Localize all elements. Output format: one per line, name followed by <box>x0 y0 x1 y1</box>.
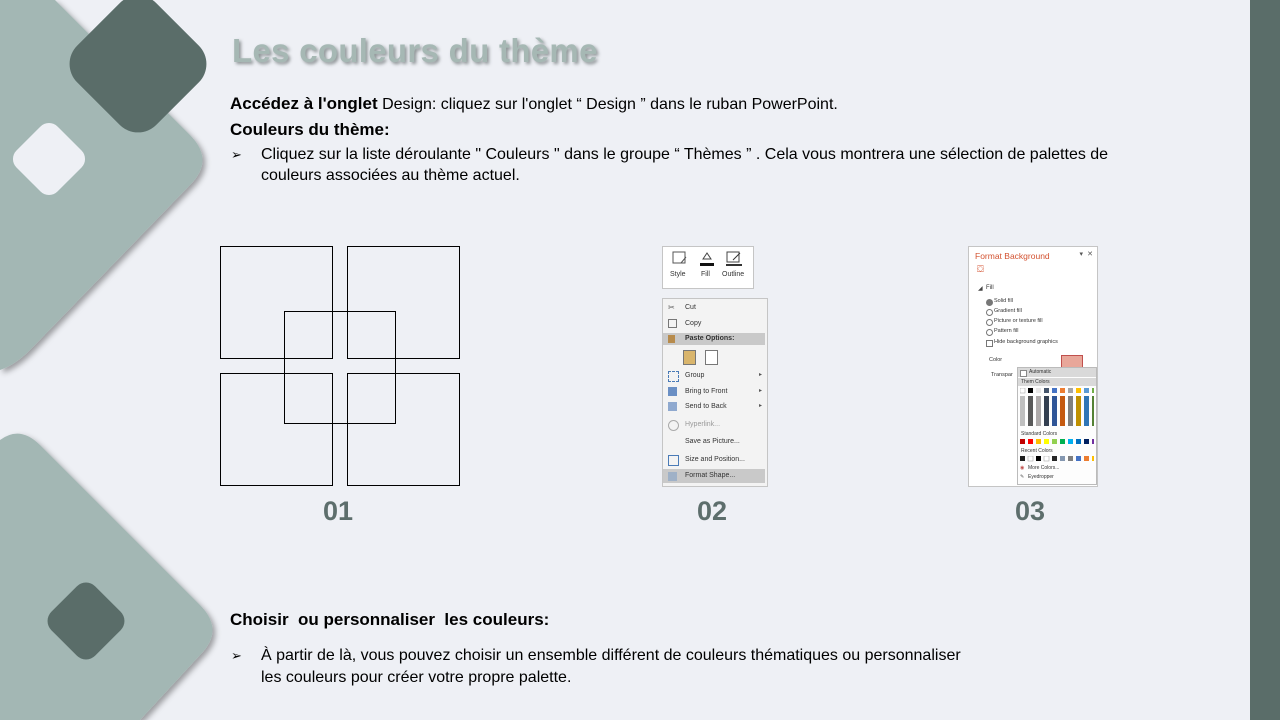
square-center <box>284 311 396 424</box>
picture-fill-label: Picture or texture fill <box>994 318 1043 324</box>
menu-cut[interactable]: Cut <box>685 304 696 311</box>
choose-bullet-line2: les couleurs pour créer votre propre palette. <box>261 669 572 686</box>
ribbon-outline-label: Outline <box>722 271 745 278</box>
theme-shade-columns <box>1020 396 1094 426</box>
decorative-shapes <box>0 0 240 720</box>
choose-bullet-line1: À partir de là, vous pouvez choisir un ensemble différent de couleurs thématiques ou personnaliser <box>261 647 961 664</box>
transparency-label: Transpar <box>991 372 1013 378</box>
shape-style-icon[interactable] <box>672 251 688 267</box>
paste-keep-icon[interactable] <box>683 350 696 365</box>
group-arrow-icon: ▸ <box>758 372 762 378</box>
colors-heading <box>230 120 390 141</box>
solid-fill-label: Solid fill <box>994 298 1013 304</box>
standard-colors-label: Standard Colors <box>1021 431 1058 437</box>
fill-section-arrow-icon: ◢ <box>978 286 983 292</box>
pane-dropdown-icon[interactable]: ▾ <box>1079 251 1083 258</box>
design-text: Design: cliquez sur l'onglet “ Design ” dans le ruban PowerPoint. <box>382 96 838 113</box>
recent-colors-label: Recent Colors <box>1021 448 1053 454</box>
ribbon-style-label: Style <box>670 271 686 278</box>
fill-section-label[interactable]: Fill <box>986 285 994 291</box>
format-shape-row[interactable] <box>663 469 765 483</box>
colors-heading-text: Couleurs du thème: <box>230 120 390 139</box>
colors-bullet <box>231 144 1191 188</box>
colors-bullet-line2: couleurs associées au thème actuel. <box>261 167 520 184</box>
menu-paste-options: Paste Options: <box>685 335 735 342</box>
menu-save-as-picture[interactable]: Save as Picture... <box>685 438 740 445</box>
paste-icon <box>668 335 675 343</box>
right-accent-bar <box>1250 0 1280 720</box>
shape-outline-icon[interactable] <box>725 250 743 267</box>
context-menu <box>662 298 768 487</box>
copy-icon <box>668 319 677 328</box>
send-back-icon <box>668 402 677 411</box>
menu-size-and-position[interactable]: Size and Position... <box>685 456 745 463</box>
gradient-fill-radio[interactable] <box>986 309 993 316</box>
paint-bucket-icon[interactable]: ⛋ <box>977 264 984 274</box>
automatic-swatch <box>1020 370 1027 377</box>
menu-bring-to-front[interactable]: Bring to Front <box>685 388 728 395</box>
menu-hyperlink[interactable]: Hyperlink... <box>685 421 721 428</box>
menu-format-shape[interactable]: Format Shape... <box>685 472 736 479</box>
hide-graphics-label: Hide background graphics <box>994 339 1058 345</box>
pattern-fill-radio[interactable] <box>986 329 993 336</box>
bring-front-icon <box>668 387 677 396</box>
hide-graphics-checkbox[interactable] <box>986 340 993 347</box>
choose-heading-text: Choisir ou personnaliser les couleurs: <box>230 610 550 629</box>
step-label-02: 02 <box>697 496 728 526</box>
solid-fill-radio[interactable] <box>986 299 993 306</box>
hyperlink-icon <box>668 420 679 431</box>
menu-copy[interactable]: Copy <box>685 320 702 327</box>
send-back-arrow-icon: ▸ <box>758 403 762 409</box>
step-label-01: 01 <box>323 496 354 526</box>
scissors-icon: ✂ <box>668 303 675 312</box>
format-shape-icon <box>668 472 677 481</box>
paste-picture-icon[interactable] <box>705 350 718 365</box>
standard-color-row[interactable] <box>1020 439 1094 445</box>
bring-front-arrow-icon: ▸ <box>758 388 762 394</box>
more-colors-icon: ◉ <box>1020 465 1025 471</box>
choose-heading <box>230 610 549 631</box>
menu-group[interactable]: Group <box>685 372 705 379</box>
choose-bullet <box>231 645 1031 689</box>
step-label-03: 03 <box>1015 496 1046 526</box>
ribbon-buttons <box>662 246 754 289</box>
menu-send-to-back[interactable]: Send to Back <box>685 403 727 410</box>
pattern-fill-label: Pattern fill <box>994 328 1019 334</box>
bullet-arrow-icon: ➢ <box>231 648 242 663</box>
format-background-pane <box>968 246 1098 487</box>
color-label: Color <box>989 357 1003 363</box>
design-instruction <box>230 94 838 115</box>
slide-title: Les couleurs du thème <box>232 32 598 69</box>
automatic-row[interactable] <box>1018 368 1096 377</box>
color-dropdown <box>1017 367 1097 485</box>
size-position-icon <box>668 455 679 466</box>
more-colors-label[interactable]: More Colors... <box>1028 465 1060 471</box>
recent-color-row[interactable] <box>1020 456 1094 462</box>
large-rounded-shape-bottom <box>0 434 213 720</box>
design-prefix: Accédez à l'onglet <box>230 94 378 113</box>
group-icon <box>668 371 679 382</box>
theme-top-row <box>1020 388 1094 393</box>
pane-close-icon[interactable]: ✕ <box>1087 251 1093 258</box>
bullet-arrow-icon: ➢ <box>231 147 242 162</box>
ribbon-fill-label: Fill <box>701 271 710 278</box>
colors-bullet-line1: Cliquez sur la liste déroulante " Couleurs " dans le groupe “ Thèmes ” . Cela vous montrera une sélection de palettes de <box>261 146 1109 163</box>
pane-title: Format Background <box>975 251 1050 261</box>
paste-options-header <box>663 333 765 345</box>
theme-colors-header <box>1018 378 1096 386</box>
picture-fill-radio[interactable] <box>986 319 993 326</box>
eyedropper-label[interactable]: Eyedropper <box>1028 474 1054 480</box>
automatic-label: Automatic <box>1029 369 1052 375</box>
shape-fill-icon[interactable] <box>699 250 715 267</box>
gradient-fill-label: Gradient fill <box>994 308 1022 314</box>
theme-color-grid[interactable] <box>1020 388 1094 428</box>
theme-colors-label: Them Colors <box>1021 379 1050 385</box>
eyedropper-icon: ✎ <box>1020 474 1025 480</box>
